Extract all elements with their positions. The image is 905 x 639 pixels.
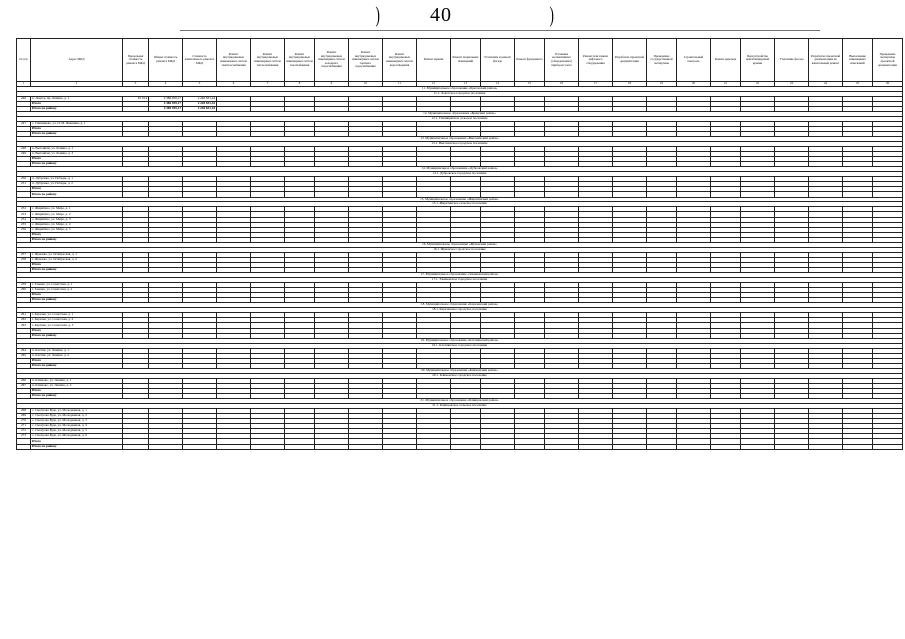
address-cell: г. Жуковка, ул. Octябрьская, д. 1 — [31, 252, 123, 257]
total-value-cell: 4 386 959,17 — [149, 107, 183, 112]
row-number-cell: 260 — [17, 288, 31, 293]
section-title-cell: 16. Муниципальное образование «Жуковский район» — [17, 243, 903, 248]
row-number-cell: 249 — [17, 152, 31, 157]
total-value-cell — [741, 444, 775, 449]
row-number-cell: 267 — [17, 383, 31, 388]
column-number: 15 — [515, 82, 545, 87]
total-label: Итого по району — [31, 192, 123, 197]
column-number: 14 — [481, 82, 515, 87]
row-number-cell: 268 — [17, 408, 31, 413]
column-header: Ремонт или замена лифтового оборудования — [579, 39, 613, 82]
address-cell: с. Жирятино, ул. Мира, д. 4 — [31, 222, 123, 227]
column-number: 6 — [217, 82, 251, 87]
row-number-cell: 272 — [17, 429, 31, 434]
section-title-cell: 20. Муниципальное образование «Климовский район» — [17, 368, 903, 373]
address-cell: с. Смотрова Буда, ул. Молодежная, д. 4 — [31, 424, 123, 429]
column-header: Переустройство невентилируемой крыши — [741, 39, 775, 82]
repair-program-table — [16, 38, 903, 450]
address-cell: г. Карачев, ул. Советская, д. 1 — [31, 313, 123, 318]
total-label: Итого — [31, 388, 123, 393]
address-cell: с. Смотрова Буда, ул. Молодежная, д. 6 — [31, 434, 123, 439]
section-title-cell: 19. Муниципальное образование «Клетнянский район» — [17, 338, 903, 343]
address-cell: г. Злынка, ул. Советская, д. 1 — [31, 283, 123, 288]
total-label: Итого — [31, 187, 123, 192]
column-number: 9 — [315, 82, 349, 87]
column-header: Ремонт внутридомовых инженерных систем горячего водоснабжения — [349, 39, 383, 82]
subsection-title-cell: 21.1. Клинцовское сельское поселение — [17, 403, 903, 408]
column-number: 8 — [285, 82, 315, 87]
column-number: 11 — [383, 82, 417, 87]
column-number: 12 — [417, 82, 451, 87]
column-number: 20 — [677, 82, 711, 87]
row-number-cell: 250 — [17, 177, 31, 182]
subsection-title-cell: 12.1. Глинищевское сельское поселение — [17, 117, 903, 122]
address-cell: г. Карачев, ул. Советская, д. 2 — [31, 318, 123, 323]
column-number: 21 — [711, 82, 741, 87]
section-title-cell: 14. Муниципальное образование «Дубровский район» — [17, 167, 903, 172]
row-number-cell: 254 — [17, 217, 31, 222]
row-number-cell: 258 — [17, 257, 31, 262]
address-cell: п. Выгоничи, ул. Ленина, д. 1 — [31, 147, 123, 152]
row-number-cell: 255 — [17, 222, 31, 227]
total-label: Итого по району — [31, 162, 123, 167]
section-title-cell: 12. Муниципальное образование «Брянский район» — [17, 112, 903, 117]
address-cell: п. Дубровка, ул. Победы, д. 1 — [31, 177, 123, 182]
total-label: Итого — [31, 263, 123, 268]
total-label: Итого — [31, 358, 123, 363]
column-number: 13 — [451, 82, 481, 87]
address-cell: п. Климово, ул. Ленина, д. 1 — [31, 378, 123, 383]
value-cell: 2 240 831,44 — [183, 96, 217, 101]
total-value-cell — [873, 444, 903, 449]
column-header: № п/п — [17, 39, 31, 82]
address-cell: с. Смотрова Буда, ул. Молодежная, д. 1 — [31, 408, 123, 413]
total-value-cell — [677, 444, 711, 449]
address-cell: п. Выгоничи, ул. Ленина, д. 3 — [31, 152, 123, 157]
column-header: Разработка проектной документации на капитальный ремонт — [809, 39, 843, 82]
total-label: Итого по району — [31, 298, 123, 303]
total-value-cell — [809, 444, 843, 449]
total-value-cell — [775, 444, 809, 449]
page-number: 40 — [430, 4, 452, 26]
address-cell: с. Жирятино, ул. Мира, д. 3 — [31, 217, 123, 222]
address-cell: г. Жуковка, ул. Octябрьская, д. 2 — [31, 257, 123, 262]
row-number-cell: 264 — [17, 348, 31, 353]
row-number-cell: 246 — [17, 96, 31, 101]
column-header: Ремонт внутридомовых инженерных систем газоснабжения — [285, 39, 315, 82]
address-cell: с. Жирятино, ул. Мира, д. 2 — [31, 212, 123, 217]
column-number: 22 — [741, 82, 775, 87]
column-header: Ремонт внутридомовых инженерных систем водоотведения — [383, 39, 417, 82]
total-value-cell — [349, 444, 383, 449]
row-number-cell: 262 — [17, 318, 31, 323]
total-value-cell — [217, 444, 251, 449]
total-value-cell — [515, 444, 545, 449]
total-label: Итого — [31, 232, 123, 237]
row-number-cell: 253 — [17, 212, 31, 217]
column-header: Установка коллективных (общедомовых) приборов учета — [545, 39, 579, 82]
column-number: 25 — [843, 82, 873, 87]
address-cell: с. Смотрова Буда, ул. Молодежная, д. 2 — [31, 413, 123, 418]
address-cell: с. Глинищево, ул. П. М. Яшенина, д. 1 — [31, 121, 123, 126]
row-number-cell: 269 — [17, 413, 31, 418]
column-header: Предельная стоимость ремонта МКД — [123, 39, 149, 82]
column-number: 10 — [349, 82, 383, 87]
total-label: Итого по району — [31, 333, 123, 338]
total-value-cell — [123, 444, 149, 449]
total-label: Итого — [31, 101, 123, 106]
row-number-cell: 248 — [17, 147, 31, 152]
column-number: 7 — [251, 82, 285, 87]
column-header: Утепление фасада — [775, 39, 809, 82]
address-cell: п. Дубровка, ул. Победы, д. 2 — [31, 182, 123, 187]
address-cell: с. Жирятино, ул. Мира, д. 5 — [31, 227, 123, 232]
total-value-cell — [613, 444, 647, 449]
table-body — [17, 87, 903, 450]
column-number: 24 — [809, 82, 843, 87]
total-label: Итого по району — [31, 237, 123, 242]
column-number: 19 — [647, 82, 677, 87]
total-value-cell — [183, 444, 217, 449]
header-row — [17, 39, 903, 82]
row-number-cell: 271 — [17, 424, 31, 429]
subsection-title-cell: 19.1. Клетнянское городское поселение — [17, 343, 903, 348]
column-number: 26 — [873, 82, 903, 87]
subsection-title-cell: 16.1. Жуковское городское поселение — [17, 247, 903, 252]
section-title-cell: 17. Муниципальное образование «Злынковский район» — [17, 273, 903, 278]
section-title-cell: 11. Муниципальное образование «Брасовский район» — [17, 87, 903, 92]
open-parenthesis: ) — [375, 2, 380, 27]
total-label: Итого по району — [31, 444, 123, 449]
column-header: Ремонт подвальных помещений — [451, 39, 481, 82]
total-label: Итого — [31, 127, 123, 132]
total-value-cell — [843, 444, 873, 449]
column-header: Стоимость капитального ремонта МКД — [183, 39, 217, 82]
subsection-title-cell: 17.1. Злынковское городское поселение — [17, 278, 903, 283]
total-label: Итого по району — [31, 132, 123, 137]
column-number: 1 — [17, 82, 31, 87]
column-header: Общая стоимость ремонта МКД — [149, 39, 183, 82]
total-value-cell — [545, 444, 579, 449]
total-value-cell — [315, 444, 349, 449]
total-label: Итого по району — [31, 107, 123, 112]
column-header: Ремонт крыльца — [711, 39, 741, 82]
row-number-cell: 265 — [17, 353, 31, 358]
row-number-cell: 259 — [17, 283, 31, 288]
subsection-title-cell: 13.1. Выгоничское городское поселение — [17, 142, 903, 147]
column-header: Проведение экспертизы проектной документации — [873, 39, 903, 82]
address-cell: п. Климово, ул. Ленина, д. 2 — [31, 383, 123, 388]
column-header: Разработка проектной документации — [613, 39, 647, 82]
address-cell: п. Клетня, ул. Ленина, д. 2 — [31, 353, 123, 358]
row-number-cell: 252 — [17, 207, 31, 212]
total-label: Итого по району — [31, 393, 123, 398]
value-cell: 81 914 — [123, 96, 149, 101]
total-value-cell — [711, 444, 741, 449]
column-number: 16 — [545, 82, 579, 87]
total-label: Итого по району — [31, 363, 123, 368]
section-title-cell: 18. Муниципальное образование «Карачевский район» — [17, 303, 903, 308]
address-cell: с. Жирятино, ул. Мира, д. 1 — [31, 207, 123, 212]
subsection-title-cell: 18.1. Карачевское городское поселение — [17, 308, 903, 313]
address-cell: г. Злынка, ул. Советская, д. 2 — [31, 288, 123, 293]
total-value-cell — [383, 444, 417, 449]
total-value-cell — [417, 444, 451, 449]
section-title-cell: 15. Муниципальное образование «Жирятинский район» — [17, 197, 903, 202]
address-cell: п. Клетня, ул. Ленина, д. 1 — [31, 348, 123, 353]
column-header: Ремонт внутридомовых инженерных систем холодного водоснабжения — [315, 39, 349, 82]
column-header: Утепление и ремонт фасада — [481, 39, 515, 82]
section-title-cell: 21. Муниципальное образование «Клинцовский район» — [17, 399, 903, 404]
total-label: Итого по району — [31, 268, 123, 273]
total-label: Итого — [31, 328, 123, 333]
address-cell: г. Карачев, ул. Советская, д. 3 — [31, 323, 123, 328]
column-header: Ремонт крыши — [417, 39, 451, 82]
total-value-cell — [451, 444, 481, 449]
column-header: Ремонт внутридомовых инженерных систем теплоснабжения — [251, 39, 285, 82]
subsection-title-cell: 14.1. Дубровское городское поселение — [17, 172, 903, 177]
total-value-cell: 2 240 831,44 — [183, 107, 217, 112]
row-number-cell: 256 — [17, 227, 31, 232]
subsection-title-cell: 20.1. Климовское городское поселение — [17, 373, 903, 378]
row-number-cell: 247 — [17, 121, 31, 126]
value-cell: 4 386 959,17 — [149, 96, 183, 101]
district-total-row — [17, 444, 903, 449]
total-value-cell — [149, 444, 183, 449]
column-header: Выполнение инженерных изысканий — [843, 39, 873, 82]
total-label: Итого — [31, 439, 123, 444]
section-title-cell: 13. Муниципальное образование «Выгоничский район» — [17, 137, 903, 142]
row-number-cell: 261 — [17, 313, 31, 318]
row-number-cell: 251 — [17, 182, 31, 187]
row-number-cell: 270 — [17, 419, 31, 424]
row-number-cell: 263 — [17, 323, 31, 328]
address-cell: с. Смотрова Буда, ул. Молодежная, д. 3 — [31, 419, 123, 424]
header-rule — [180, 30, 820, 31]
close-parenthesis: ) — [549, 2, 554, 27]
column-header: Строительный контроль — [677, 39, 711, 82]
total-value-cell — [285, 444, 315, 449]
column-number: 18 — [613, 82, 647, 87]
total-value-cell — [647, 444, 677, 449]
column-header: Ремонт внутридомовых инженерных систем электроснабжения — [217, 39, 251, 82]
total-value-cell — [579, 444, 613, 449]
total-value-cell: 2 240 831,44 — [183, 101, 217, 106]
total-label: Итого — [31, 293, 123, 298]
row-number-cell — [17, 444, 31, 449]
column-number: 2 — [31, 82, 123, 87]
row-number-cell: 266 — [17, 378, 31, 383]
column-number: 3 — [123, 82, 149, 87]
address-cell: п. Локоть, пр. Ленина, д. 1 — [31, 96, 123, 101]
total-label: Итого — [31, 157, 123, 162]
column-number: 17 — [579, 82, 613, 87]
table-container — [16, 38, 897, 634]
column-number: 4 — [149, 82, 183, 87]
row-number-cell: 273 — [17, 434, 31, 439]
address-cell: с. Смотрова Буда, ул. Молодежная, д. 5 — [31, 429, 123, 434]
column-number: 5 — [183, 82, 217, 87]
column-header: Адрес МКД — [31, 39, 123, 82]
row-number-cell: 257 — [17, 252, 31, 257]
column-header: Проведение государственной экспертизы — [647, 39, 677, 82]
subsection-title-cell: 11.1. Локотское городское поселение — [17, 91, 903, 96]
total-value-cell: 4 386 959,17 — [149, 101, 183, 106]
column-number: 23 — [775, 82, 809, 87]
total-value-cell — [251, 444, 285, 449]
column-header: Ремонт фундамента — [515, 39, 545, 82]
total-value-cell — [481, 444, 515, 449]
subsection-title-cell: 15.1. Жирятинское сельское поселение — [17, 202, 903, 207]
